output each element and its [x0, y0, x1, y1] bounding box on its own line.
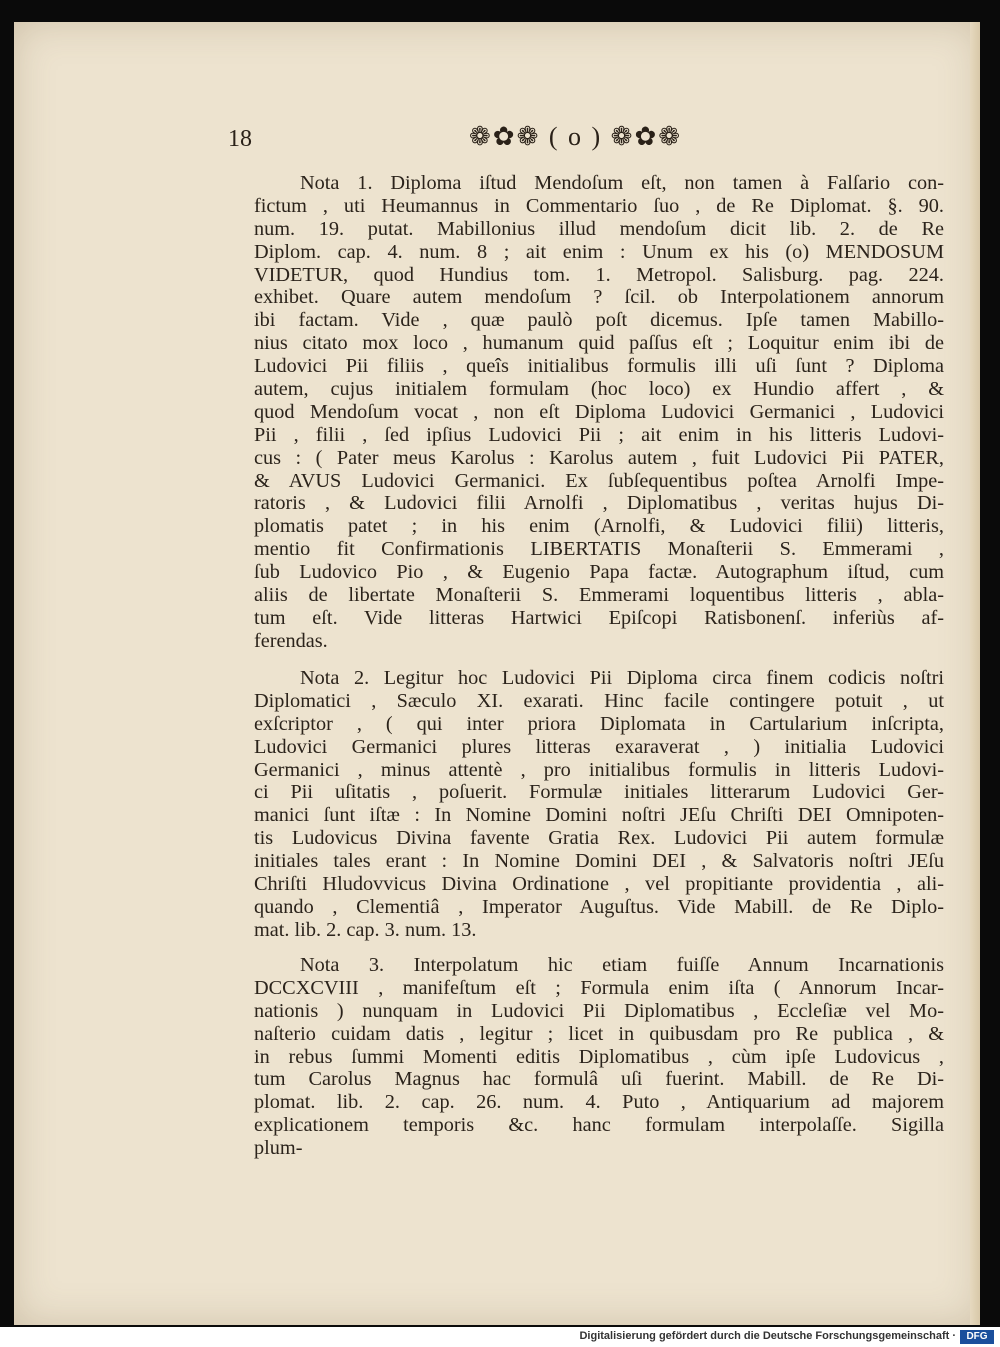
- text-line: Diplomatici , Sæculo XI. exarati. Hinc facile contingere potuit , ut: [254, 689, 944, 712]
- text-line: tum Carolus Magnus hac formulâ uſi fuerint. Mabill. de Re Di-: [254, 1068, 944, 1091]
- note-1: [254, 172, 944, 653]
- page-number: 18: [228, 126, 252, 152]
- page-header: [14, 122, 980, 156]
- header-ornament: ❁✿❁ ( o ) ❁✿❁: [469, 122, 683, 151]
- text-line: naſterio cuidam datis , legitur ; licet in quibusdam pro Re publica , &: [254, 1022, 944, 1045]
- text-line: explicationem temporis &c. hanc formulam interpolaſſe. Sigilla: [254, 1114, 944, 1137]
- text-line: VIDETUR, quod Hundius tom. 1. Metropol. Salisburg. pag. 224.: [254, 263, 944, 286]
- text-line: & AVUS Ludovici Germanici. Ex ſubſequentibus poſtea Arnolfi Impe-: [254, 469, 944, 492]
- text-line: tis Ludovicus Divina favente Gratia Rex. Ludovici Pii autem formulæ: [254, 827, 944, 850]
- text-line: tum eſt. Vide litteras Hartwici Epiſcopi Ratisbonenſ. inferiùs af-: [254, 606, 944, 629]
- text-line: mat. lib. 2. cap. 3. num. 13.: [254, 918, 477, 941]
- text-line: autem, cujus initialem formulam (hoc loco) ex Hundio affert , &: [254, 378, 944, 401]
- text-line: Ludovici Germanici plures litteras exaraverat , ) initialia Ludovici: [254, 735, 944, 758]
- text-line: ferendas.: [254, 629, 328, 652]
- text-line: Nota 3. Interpolatum hic etiam fuiſſe Annum Incarnationis: [300, 954, 944, 976]
- text-line: nius citato mox loco , humanum quid paſſus eſt ; Loquitur enim ibi de: [254, 332, 944, 355]
- text-line: ſub Ludovico Pio , & Eugenio Papa factæ. Autographum iſtud, cum: [254, 561, 944, 584]
- text-line: Chriſti Hludovvicus Divina Ordinatione , vel propitiante providentia , ali-: [254, 873, 944, 896]
- text-line: ibi factam. Vide , quæ paulò poſt dicemus. Ipſe tamen Mabillo-: [254, 309, 944, 332]
- text-line: cus : ( Pater meus Karolus : Karolus autem , fuit Ludovici Pii PATER,: [254, 446, 944, 469]
- text-line: quod Mendoſum vocat , non eſt Diploma Ludovici Germanici , Ludovici: [254, 400, 944, 423]
- book-page: [14, 22, 980, 1325]
- text-line: num. 19. putat. Mabillonius illud mendoſum dicit lib. 2. de Re: [254, 217, 944, 240]
- text-line: plum-: [254, 1137, 303, 1160]
- text-line: aliis de libertate Monaſterii S. Emmerami loquentibus litteris , abla-: [254, 584, 944, 607]
- text-line: Diplom. cap. 4. num. 8 ; ait enim : Unum ex his (o) MENDOSUM: [254, 240, 944, 263]
- text-line: exhibet. Quare autem mendoſum ? ſcil. ob Interpolationem annorum: [254, 286, 944, 309]
- footer-bar: [0, 1327, 1000, 1347]
- text-line: Pii , filii , ſed ipſius Ludovici Pii ; ait enim in his litteris Ludovi-: [254, 423, 944, 446]
- footer-credit: Digitalisierung gefördert durch die Deutsche Forschungsgemeinschaft ·: [579, 1330, 956, 1342]
- note-3: [254, 954, 944, 1160]
- text-line: fictum , uti Heumannus in Commentario ſuo , de Re Diplomat. §. 90.: [254, 194, 944, 217]
- text-line: plomatis patet ; in his enim (Arnolfi, & Ludovici filii) litteris,: [254, 515, 944, 538]
- text-line: ratoris , & Ludovici filii Arnolfi , Diplomatibus , veritas hujus Di-: [254, 492, 944, 515]
- text-line: Nota 2. Legitur hoc Ludovici Pii Diploma circa finem codicis noſtri: [300, 667, 944, 689]
- text-line: plomat. lib. 2. cap. 26. num. 4. Puto , Antiquarium ad majorem: [254, 1091, 944, 1114]
- text-line: Germanici , minus attentè , pro initialibus formulis in litteris Ludovi-: [254, 758, 944, 781]
- text-line: Nota 1. Diploma iſtud Mendoſum eſt, non tamen à Falſario con-: [300, 172, 944, 194]
- text-line: quando , Clementiâ , Imperator Auguſtus. Vide Mabill. de Re Diplo-: [254, 895, 944, 918]
- text-line: nationis ) nunquam in Ludovici Pii Diplomatibus , Eccleſiæ vel Mo-: [254, 999, 944, 1022]
- text-line: Ludovici Pii filiis , queîs initialibus formulis illi uſi ſunt ? Diploma: [254, 355, 944, 378]
- dfg-logo: DFG: [960, 1330, 994, 1344]
- text-line: in rebus ſummi Momenti editis Diplomatibus , cùm ipſe Ludovicus ,: [254, 1045, 944, 1068]
- note-2: [254, 667, 944, 942]
- text-line: exſcriptor , ( qui inter priora Diplomata in Cartularium inſcripta,: [254, 712, 944, 735]
- text-line: manici ſunt iſtæ : In Nomine Domini noſtri JEſu Chriſti DEI Omnipoten-: [254, 804, 944, 827]
- page-edge: [970, 22, 980, 1325]
- text-line: ci Pii uſitatis , poſuerit. Formulæ initiales litterarum Ludovici Ger-: [254, 781, 944, 804]
- text-line: mentio fit Confirmationis LIBERTATIS Monaſterii S. Emmerami ,: [254, 538, 944, 561]
- text-line: DCCXCVIII , manifeſtum eſt ; Formula enim iſta ( Annorum Incar-: [254, 976, 944, 999]
- text-line: initiales tales erant : In Nomine Domini DEI , & Salvatoris noſtri JEſu: [254, 850, 944, 873]
